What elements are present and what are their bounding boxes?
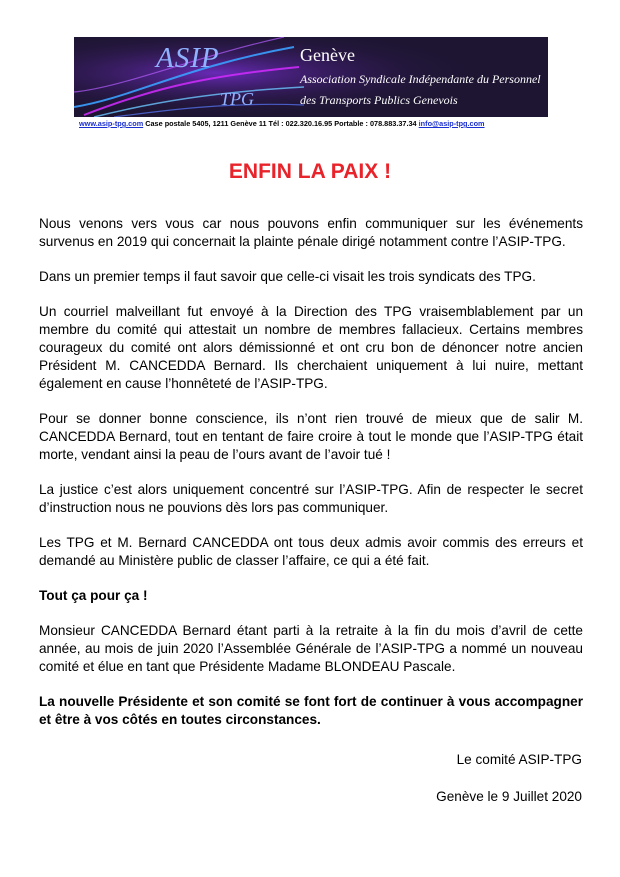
- logo-tpg: TPG: [220, 89, 255, 109]
- org-city: Genève: [300, 45, 355, 65]
- paragraph-emphasis: Tout ça pour ça !: [39, 588, 148, 603]
- paragraph: Un courriel malveillant fut envoyé à la Direction des TPG vraisemblablement par un membre du comité qui attestait un nombre de membres fallacieux. Certains membres courageux du comité ont alors démissionné et ont cru bon de dénoncer notre ancien Président M. CANCEDDA Bernard. Ils cherchaient uniquement à lui nuire, mettant également en cause l’honnêteté de l’ASIP-TPG.: [39, 304, 583, 391]
- signature: Le comité ASIP-TPG: [456, 752, 582, 767]
- date-line: Genève le 9 Juillet 2020: [436, 789, 582, 804]
- paragraph: Nous venons vers vous car nous pouvons enfin communiquer sur les événements survenus en 2019 qui concernait la plainte pénale dirigé notamment contre l’ASIP-TPG.: [39, 216, 583, 249]
- paragraph: Pour se donner bonne conscience, ils n’ont rien trouvé de mieux que de salir M. CANCEDDA Bernard, tout en tentant de faire croire à tout le monde que l’ASIP-TPG était morte, vendant ainsi la peau de l’ours avant de l’avoir tué !: [39, 411, 583, 462]
- letter-body: [39, 215, 583, 746]
- paragraph: Les TPG et M. Bernard CANCEDDA ont tous deux admis avoir commis des erreurs et demandé au Ministère public de classer l’affaire, ce qui a été fait.: [39, 535, 583, 568]
- page-title: ENFIN LA PAIX !: [228, 160, 392, 183]
- org-name-line2: des Transports Publics Genevois: [300, 93, 458, 107]
- website-link[interactable]: www.asip-tpg.com: [79, 119, 144, 128]
- email-link[interactable]: info@asip-tpg.com: [418, 119, 485, 128]
- logo-asip: ASIP: [156, 42, 220, 74]
- paragraph: Monsieur CANCEDDA Bernard étant parti à la retraite à la fin du mois d’avril de cette année, au mois de juin 2020 l’Assemblée Générale de l’ASIP-TPG a nommé un nouveau comité et élue en tant que Présidente Madame BLONDEAU Pascale.: [39, 623, 583, 674]
- org-name-line1: Association Syndicale Indépendante du Personnel: [300, 72, 541, 86]
- header-banner: [74, 37, 548, 117]
- contact-details: Case postale 5405, 1211 Genève 11 Tél : 022.320.16.95 Portable : 078.883.37.34: [143, 119, 419, 128]
- paragraph: Dans un premier temps il faut savoir que celle-ci visait les trois syndicats des TPG.: [39, 269, 536, 284]
- paragraph: La justice c’est alors uniquement concentré sur l’ASIP-TPG. Afin de respecter le secret d’instruction nous ne pouvions dès lors pas communiquer.: [39, 482, 583, 515]
- contact-line: [79, 119, 549, 128]
- paragraph-conclusion: La nouvelle Présidente et son comité se font fort de continuer à vous accompagner et être à vos côtés en toutes circonstances.: [39, 694, 583, 727]
